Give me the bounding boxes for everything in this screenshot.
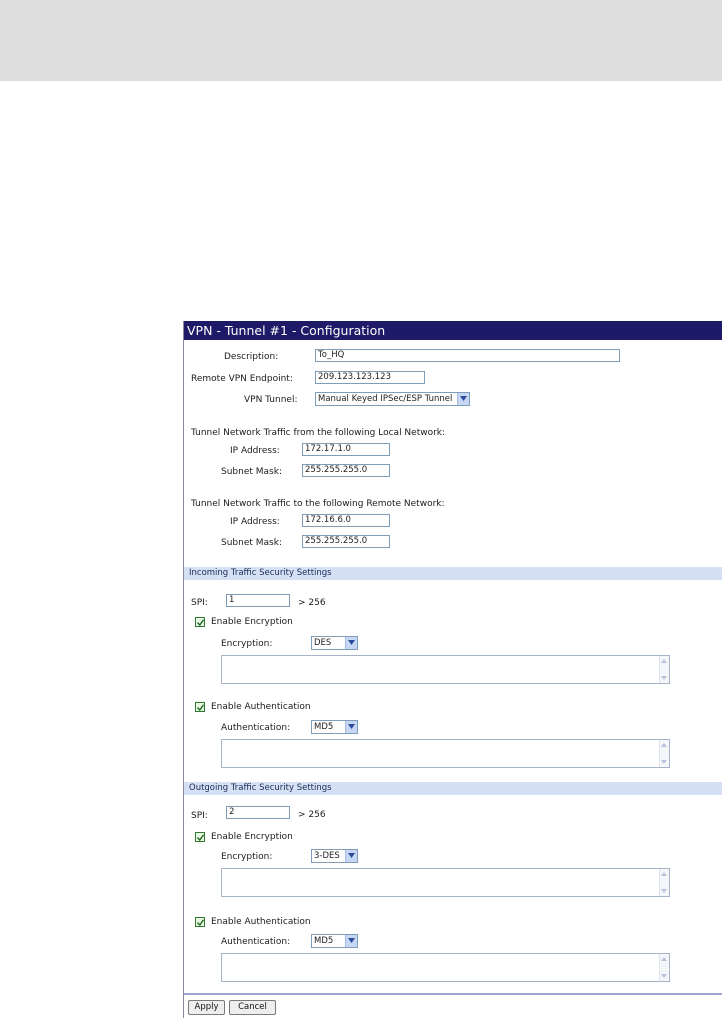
top-banner: [0, 0, 722, 81]
scrollbar[interactable]: [659, 740, 669, 767]
remote-network-heading: Tunnel Network Traffic to the following Remote Network:: [191, 499, 445, 509]
apply-button[interactable]: Apply: [188, 1000, 225, 1015]
outgoing-spi-hint: > 256: [298, 810, 326, 820]
incoming-enable-encryption-label: Enable Encryption: [211, 617, 293, 627]
remote-endpoint-input[interactable]: 209.123.123.123: [315, 371, 425, 384]
remote-mask-input[interactable]: 255.255.255.0: [302, 535, 390, 548]
incoming-enable-authentication-label: Enable Authentication: [211, 702, 311, 712]
outgoing-encryption-select[interactable]: [311, 849, 358, 863]
incoming-encryption-label: Encryption:: [221, 639, 273, 649]
scrollbar[interactable]: [659, 954, 669, 981]
local-mask-input[interactable]: 255.255.255.0: [302, 464, 390, 477]
local-network-heading: Tunnel Network Traffic from the following Local Network:: [191, 428, 446, 438]
chevron-down-icon[interactable]: [457, 393, 469, 405]
chevron-down-icon[interactable]: [345, 721, 357, 733]
vpn-tunnel-value: Manual Keyed IPSec/ESP Tunnel: [318, 394, 453, 404]
incoming-spi-label: SPI:: [191, 598, 208, 608]
incoming-spi-input[interactable]: 1: [226, 594, 290, 607]
cancel-button[interactable]: Cancel: [229, 1000, 276, 1015]
incoming-enable-authentication-checkbox[interactable]: [195, 702, 205, 712]
outgoing-encryption-label: Encryption:: [221, 852, 273, 862]
local-ip-label: IP Address:: [230, 446, 280, 456]
outgoing-enable-authentication-checkbox[interactable]: [195, 917, 205, 927]
remote-ip-label: IP Address:: [230, 517, 280, 527]
outgoing-spi-input[interactable]: 2: [226, 806, 290, 819]
chevron-down-icon[interactable]: [345, 850, 357, 862]
local-ip-input[interactable]: 172.17.1.0: [302, 443, 390, 456]
outgoing-enable-encryption-checkbox[interactable]: [195, 832, 205, 842]
outgoing-authentication-select[interactable]: [311, 934, 358, 948]
scrollbar[interactable]: [659, 656, 669, 683]
chevron-down-icon[interactable]: [345, 935, 357, 947]
vpn-config-panel: [183, 321, 722, 1018]
outgoing-section-header: Outgoing Traffic Security Settings: [184, 782, 722, 795]
chevron-down-icon[interactable]: [345, 637, 357, 649]
scrollbar[interactable]: [659, 869, 669, 896]
outgoing-spi-label: SPI:: [191, 811, 208, 821]
vpn-tunnel-select[interactable]: [315, 392, 470, 406]
description-input[interactable]: To_HQ: [315, 349, 620, 362]
remote-ip-input[interactable]: 172.16.6.0: [302, 514, 390, 527]
divider: [184, 993, 722, 995]
incoming-enable-encryption-checkbox[interactable]: [195, 617, 205, 627]
description-label: Description:: [224, 352, 279, 362]
incoming-spi-hint: > 256: [298, 598, 326, 608]
incoming-section-header: Incoming Traffic Security Settings: [184, 567, 722, 580]
page-title: VPN - Tunnel #1 - Configuration: [184, 321, 722, 340]
incoming-encryption-value: DES: [314, 638, 332, 648]
incoming-encryption-key-textarea[interactable]: [221, 655, 670, 684]
outgoing-enable-authentication-label: Enable Authentication: [211, 917, 311, 927]
incoming-authentication-key-textarea[interactable]: [221, 739, 670, 768]
incoming-authentication-value: MD5: [314, 722, 334, 732]
remote-mask-label: Subnet Mask:: [221, 538, 282, 548]
remote-endpoint-label: Remote VPN Endpoint:: [191, 374, 293, 384]
local-mask-label: Subnet Mask:: [221, 467, 282, 477]
outgoing-authentication-label: Authentication:: [221, 937, 291, 947]
outgoing-encryption-key-textarea[interactable]: [221, 868, 670, 897]
outgoing-enable-encryption-label: Enable Encryption: [211, 832, 293, 842]
vpn-tunnel-label: VPN Tunnel:: [244, 395, 298, 405]
outgoing-authentication-key-textarea[interactable]: [221, 953, 670, 982]
incoming-encryption-select[interactable]: [311, 636, 358, 650]
incoming-authentication-label: Authentication:: [221, 723, 291, 733]
outgoing-authentication-value: MD5: [314, 936, 334, 946]
incoming-authentication-select[interactable]: [311, 720, 358, 734]
outgoing-encryption-value: 3-DES: [314, 851, 340, 861]
